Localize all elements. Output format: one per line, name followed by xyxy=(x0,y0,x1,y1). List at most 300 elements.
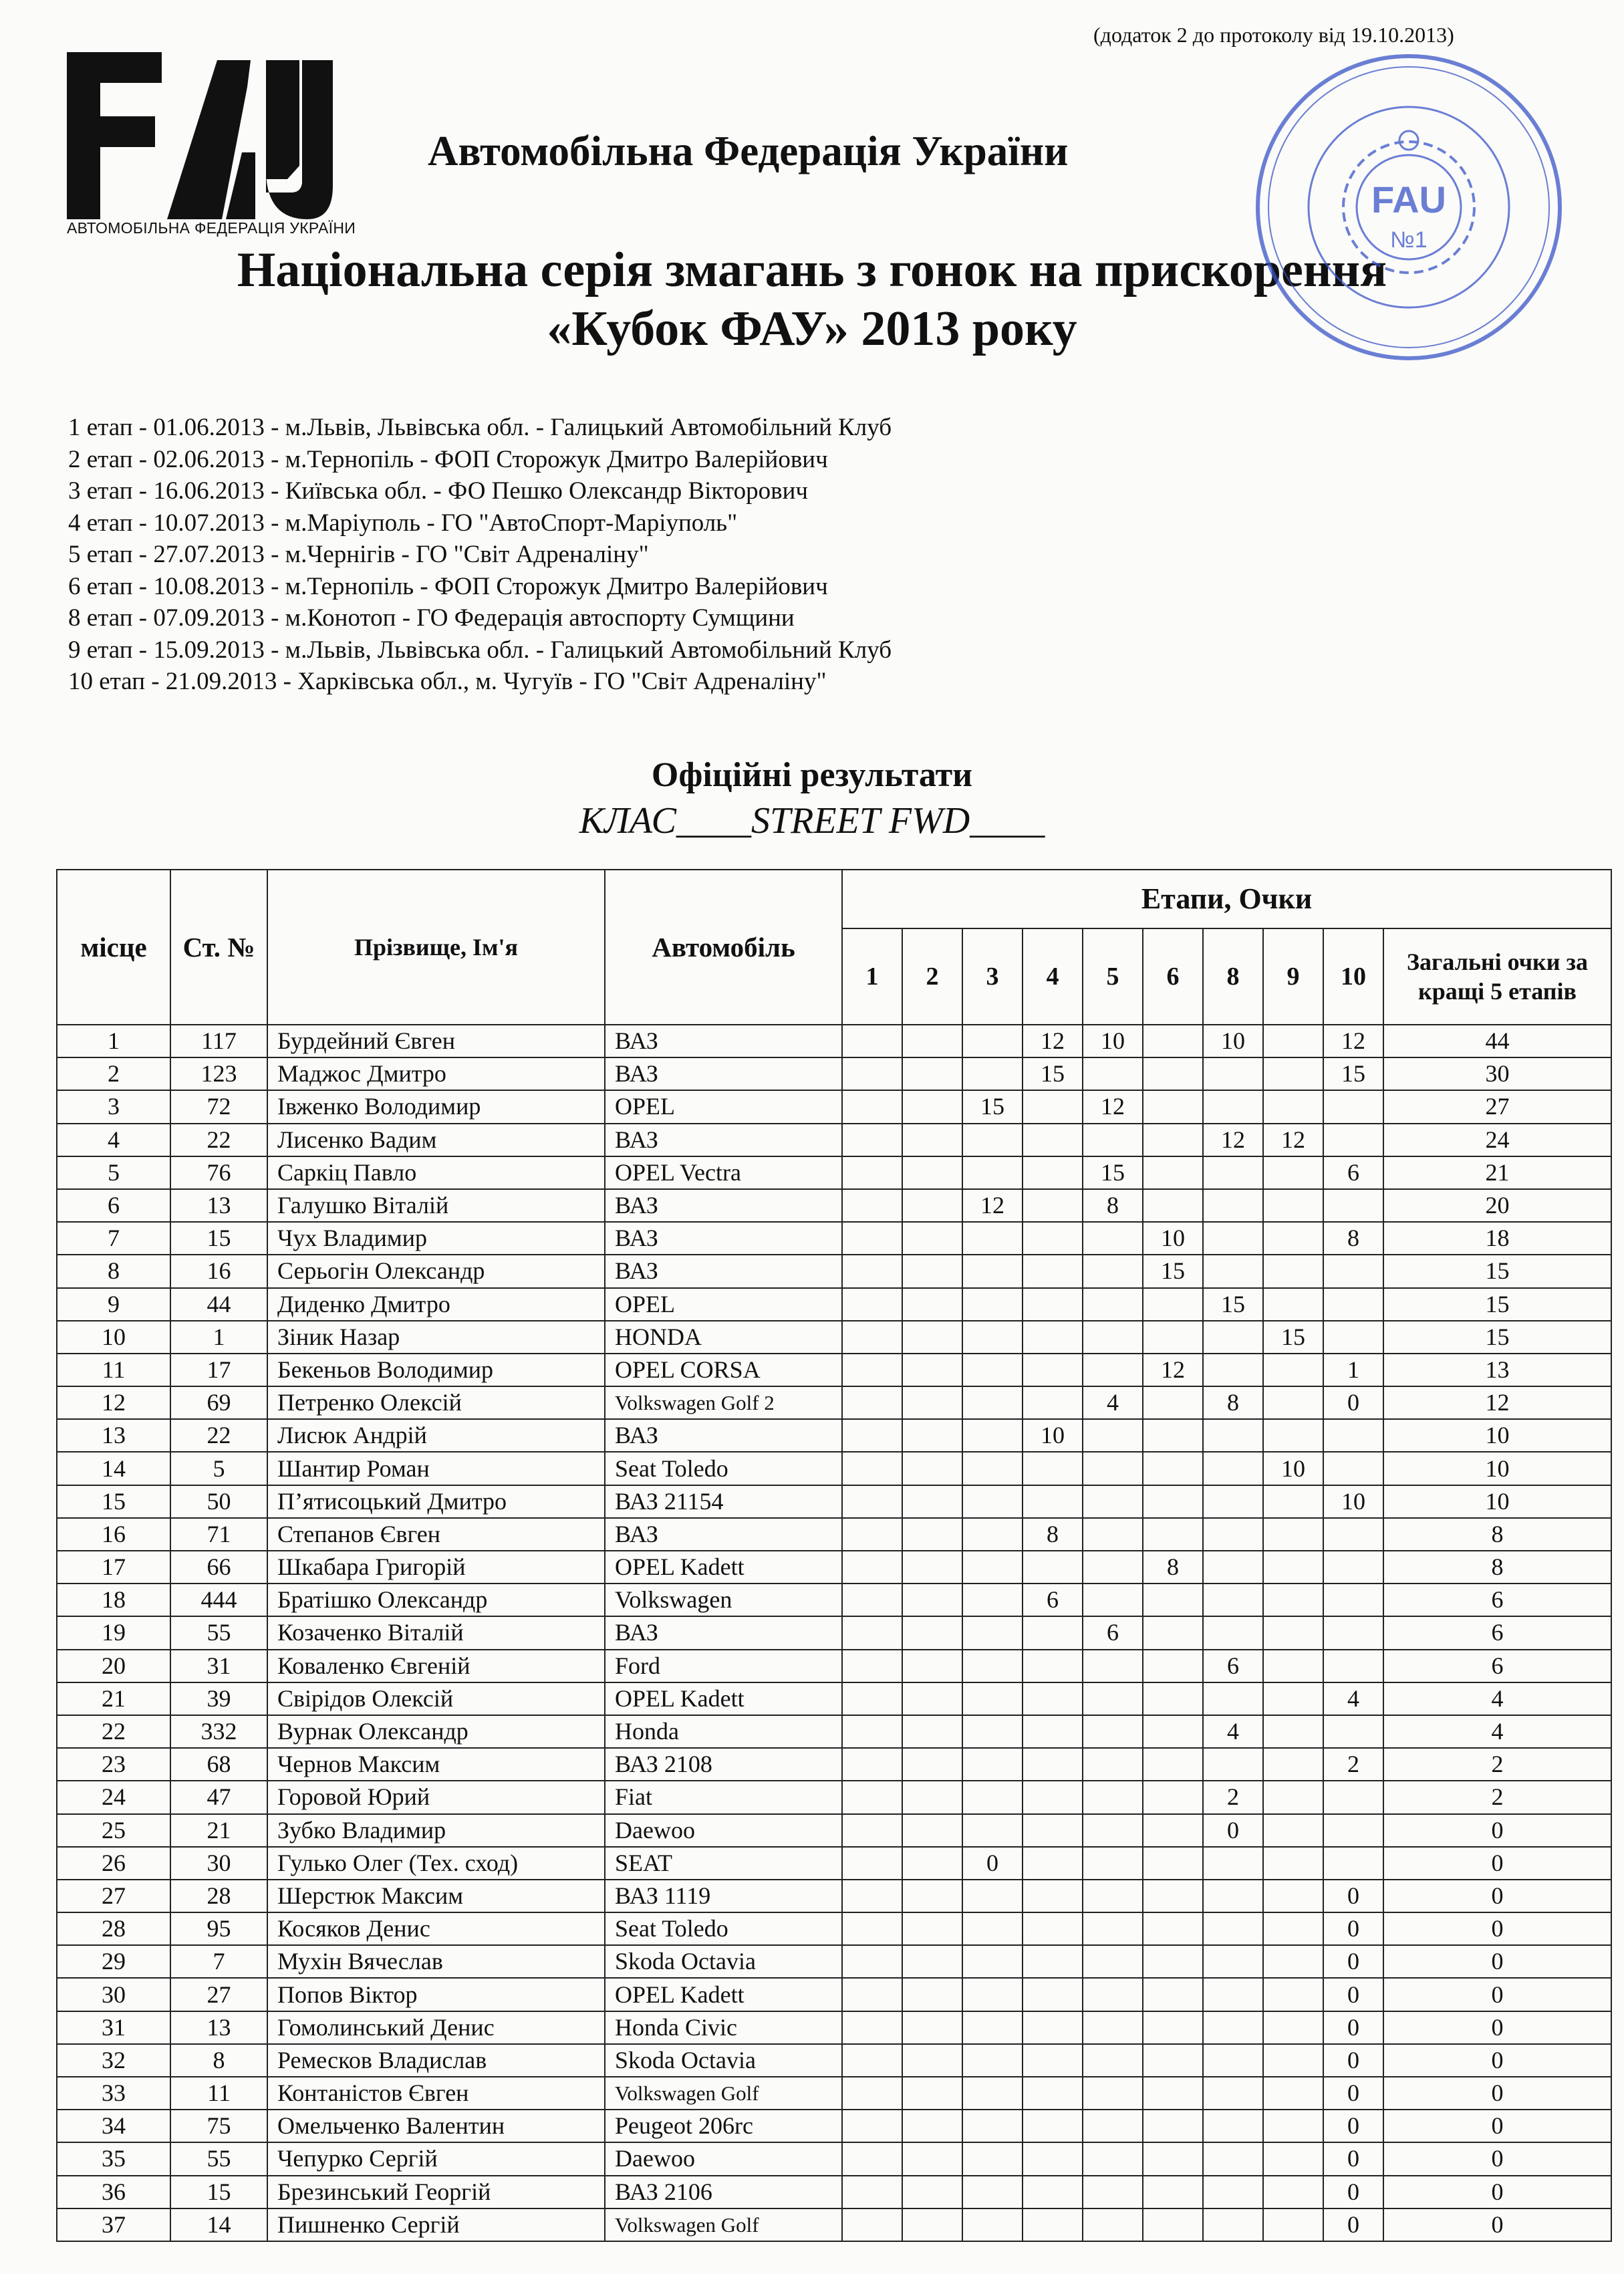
stamp-center-text: FAU xyxy=(1371,178,1446,221)
cell-stage-points xyxy=(1203,1255,1263,1287)
table-row xyxy=(57,1912,1611,1945)
cell-stage-points xyxy=(1143,1912,1203,1945)
cell-car: Volkswagen Golf xyxy=(605,2208,842,2241)
cell-stage-points xyxy=(1203,1452,1263,1485)
table-row xyxy=(57,1650,1611,1682)
cell-stage-points xyxy=(902,1518,962,1551)
cell-car: ВАЗ xyxy=(605,1057,842,1090)
cell-stage-points xyxy=(1143,1321,1203,1354)
cell-stage-points xyxy=(1083,1781,1143,1813)
cell-place: 11 xyxy=(57,1354,170,1386)
cell-stage-points xyxy=(1143,1124,1203,1156)
cell-stage-points: 6 xyxy=(1023,1584,1083,1616)
cell-car: OPEL Vectra xyxy=(605,1156,842,1189)
cell-start-number: 7 xyxy=(170,1945,267,1978)
cell-stage-points xyxy=(1143,1814,1203,1847)
cell-stage-points xyxy=(902,1715,962,1748)
cell-place: 24 xyxy=(57,1781,170,1813)
cell-place: 2 xyxy=(57,1057,170,1090)
cell-car: OPEL Kadett xyxy=(605,1682,842,1715)
cell-stage-points xyxy=(842,1847,902,1880)
col-stage-1: 1 xyxy=(842,928,902,1025)
cell-stage-points xyxy=(1143,2176,1203,2208)
results-table xyxy=(56,869,1612,2242)
cell-stage-points xyxy=(1263,1090,1323,1123)
cell-total: 0 xyxy=(1383,2011,1611,2044)
cell-stage-points xyxy=(962,1452,1023,1485)
cell-start-number: 27 xyxy=(170,1978,267,2011)
cell-stage-points: 15 xyxy=(1323,1057,1383,1090)
cell-stage-points xyxy=(1263,1616,1323,1649)
stage-line: 2 етап - 02.06.2013 - м.Тернопіль - ФОП Сторожук Дмитро Валерійович xyxy=(68,445,828,473)
cell-name: Контаністов Євген xyxy=(267,2077,605,2110)
cell-stage-points xyxy=(842,2077,902,2110)
cell-start-number: 72 xyxy=(170,1090,267,1123)
cell-stage-points xyxy=(1203,1880,1263,1912)
cell-stage-points xyxy=(842,1978,902,2011)
cell-stage-points xyxy=(1263,1518,1323,1551)
federation-stamp xyxy=(1248,47,1569,368)
cell-stage-points xyxy=(1263,1945,1323,1978)
cell-total: 12 xyxy=(1383,1386,1611,1419)
cell-stage-points: 2 xyxy=(1323,1748,1383,1781)
cell-stage-points: 0 xyxy=(1323,2176,1383,2208)
cell-stage-points xyxy=(1203,2011,1263,2044)
cell-place: 31 xyxy=(57,2011,170,2044)
cell-stage-points xyxy=(1083,1518,1143,1551)
cell-stage-points xyxy=(902,1255,962,1287)
cell-stage-points xyxy=(842,2142,902,2175)
cell-total: 8 xyxy=(1383,1551,1611,1584)
cell-total: 0 xyxy=(1383,2142,1611,2175)
table-row xyxy=(57,1386,1611,1419)
cell-place: 34 xyxy=(57,2110,170,2142)
cell-car: Ford xyxy=(605,1650,842,1682)
cell-stage-points xyxy=(1143,1715,1203,1748)
stage-line: 5 етап - 27.07.2013 - м.Чернігів - ГО "Світ Адреналіну" xyxy=(68,541,649,568)
cell-stage-points xyxy=(1023,1847,1083,1880)
cell-stage-points xyxy=(962,1551,1023,1584)
cell-stage-points xyxy=(902,2044,962,2077)
cell-start-number: 13 xyxy=(170,1189,267,1222)
cell-place: 6 xyxy=(57,1189,170,1222)
col-name: Прізвище, Ім'я xyxy=(267,870,605,1025)
cell-stage-points xyxy=(1023,2011,1083,2044)
cell-stage-points xyxy=(1023,1090,1083,1123)
cell-start-number: 55 xyxy=(170,1616,267,1649)
table-row xyxy=(57,2077,1611,2110)
cell-start-number: 55 xyxy=(170,2142,267,2175)
cell-stage-points xyxy=(842,1616,902,1649)
cell-stage-points xyxy=(902,1814,962,1847)
cell-stage-points xyxy=(902,1978,962,2011)
cell-stage-points xyxy=(1083,1452,1143,1485)
cell-car: ВАЗ 2106 xyxy=(605,2176,842,2208)
cell-stage-points xyxy=(1083,2176,1143,2208)
cell-stage-points xyxy=(1203,1222,1263,1255)
cell-stage-points: 6 xyxy=(1203,1650,1263,1682)
cell-stage-points xyxy=(962,2110,1023,2142)
table-row xyxy=(57,1978,1611,2011)
table-row xyxy=(57,1255,1611,1287)
cell-stage-points: 0 xyxy=(1323,2011,1383,2044)
cell-start-number: 123 xyxy=(170,1057,267,1090)
cell-stage-points xyxy=(902,1090,962,1123)
cell-stage-points xyxy=(1203,1354,1263,1386)
cell-place: 10 xyxy=(57,1321,170,1354)
table-row xyxy=(57,1090,1611,1123)
cell-stage-points xyxy=(1023,1386,1083,1419)
stage-line: 10 етап - 21.09.2013 - Харківська обл., м. Чугуїв - ГО "Світ Адреналіну" xyxy=(68,668,827,695)
cell-stage-points xyxy=(842,1682,902,1715)
table-row xyxy=(57,2011,1611,2044)
cell-stage-points xyxy=(962,1814,1023,1847)
cell-stage-points xyxy=(1203,1584,1263,1616)
cell-name: Ремесков Владислав xyxy=(267,2044,605,2077)
table-row xyxy=(57,1156,1611,1189)
cell-stage-points: 0 xyxy=(1323,2208,1383,2241)
cell-total: 30 xyxy=(1383,1057,1611,1090)
cell-stage-points: 12 xyxy=(1083,1090,1143,1123)
cell-stage-points xyxy=(1083,1650,1143,1682)
cell-stage-points xyxy=(1203,1616,1263,1649)
cell-name: Шерстюк Максим xyxy=(267,1880,605,1912)
cell-car: ВАЗ 1119 xyxy=(605,1880,842,1912)
cell-stage-points xyxy=(1203,2208,1263,2241)
cell-start-number: 14 xyxy=(170,2208,267,2241)
cell-stage-points xyxy=(962,1978,1023,2011)
table-row xyxy=(57,1584,1611,1616)
col-stage-3: 3 xyxy=(962,928,1023,1025)
cell-start-number: 332 xyxy=(170,1715,267,1748)
cell-stage-points xyxy=(1263,1978,1323,2011)
cell-stage-points xyxy=(962,1255,1023,1287)
cell-total: 0 xyxy=(1383,1945,1611,1978)
cell-stage-points xyxy=(1203,1485,1263,1518)
cell-total: 10 xyxy=(1383,1419,1611,1452)
cell-total: 15 xyxy=(1383,1321,1611,1354)
cell-stage-points xyxy=(1083,1945,1143,1978)
cell-stage-points xyxy=(1263,2011,1323,2044)
cell-stage-points xyxy=(902,1156,962,1189)
cell-stage-points: 8 xyxy=(1083,1189,1143,1222)
cell-name: Петренко Олексій xyxy=(267,1386,605,1419)
cell-total: 4 xyxy=(1383,1715,1611,1748)
cell-name: Бекеньов Володимир xyxy=(267,1354,605,1386)
cell-stage-points: 4 xyxy=(1323,1682,1383,1715)
cell-stage-points xyxy=(1083,1485,1143,1518)
cell-stage-points xyxy=(962,1025,1023,1057)
cell-total: 20 xyxy=(1383,1189,1611,1222)
cell-total: 6 xyxy=(1383,1616,1611,1649)
cell-stage-points xyxy=(1263,2110,1323,2142)
table-row xyxy=(57,1551,1611,1584)
cell-start-number: 95 xyxy=(170,1912,267,1945)
table-row xyxy=(57,1880,1611,1912)
cell-stage-points xyxy=(1083,2044,1143,2077)
cell-start-number: 13 xyxy=(170,2011,267,2044)
cell-stage-points xyxy=(842,1781,902,1813)
cell-stage-points: 4 xyxy=(1203,1715,1263,1748)
cell-car: OPEL CORSA xyxy=(605,1354,842,1386)
cell-name: Зіник Назар xyxy=(267,1321,605,1354)
cell-stage-points: 12 xyxy=(1203,1124,1263,1156)
cell-stage-points xyxy=(902,1321,962,1354)
cell-stage-points xyxy=(842,2011,902,2044)
cell-stage-points: 12 xyxy=(1263,1124,1323,1156)
cell-stage-points xyxy=(1203,1419,1263,1452)
cell-stage-points xyxy=(1083,1814,1143,1847)
cell-stage-points xyxy=(962,2142,1023,2175)
cell-start-number: 76 xyxy=(170,1156,267,1189)
cell-stage-points xyxy=(1023,1616,1083,1649)
series-title-line-1: Національна серія змагань з гонок на прискорення xyxy=(237,243,1387,297)
cell-stage-points xyxy=(1263,1255,1323,1287)
table-row xyxy=(57,1354,1611,1386)
cell-stage-points xyxy=(962,1616,1023,1649)
col-stages-points: Етапи, Очки xyxy=(842,870,1611,928)
cell-stage-points xyxy=(1323,1452,1383,1485)
col-stage-10: 10 xyxy=(1323,928,1383,1025)
cell-stage-points xyxy=(902,1912,962,1945)
cell-stage-points xyxy=(902,1616,962,1649)
cell-stage-points xyxy=(1143,1057,1203,1090)
cell-car: OPEL Kadett xyxy=(605,1551,842,1584)
stage-line: 6 етап - 10.08.2013 - м.Тернопіль - ФОП Сторожук Дмитро Валерійович xyxy=(68,572,828,600)
cell-stage-points xyxy=(962,2077,1023,2110)
cell-stage-points xyxy=(1323,1847,1383,1880)
table-row xyxy=(57,2208,1611,2241)
cell-stage-points: 0 xyxy=(1323,1945,1383,1978)
cell-stage-points xyxy=(1203,1912,1263,1945)
cell-stage-points xyxy=(842,1650,902,1682)
cell-stage-points xyxy=(1023,1485,1083,1518)
cell-stage-points xyxy=(1263,1189,1323,1222)
cell-start-number: 21 xyxy=(170,1814,267,1847)
cell-name: Гомолинський Денис xyxy=(267,2011,605,2044)
cell-stage-points xyxy=(1203,2044,1263,2077)
cell-stage-points xyxy=(1083,1715,1143,1748)
cell-stage-points xyxy=(902,1847,962,1880)
cell-car: Skoda Octavia xyxy=(605,2044,842,2077)
cell-start-number: 17 xyxy=(170,1354,267,1386)
cell-stage-points: 12 xyxy=(1143,1354,1203,1386)
cell-stage-points xyxy=(1023,2208,1083,2241)
cell-stage-points xyxy=(842,1485,902,1518)
cell-place: 16 xyxy=(57,1518,170,1551)
cell-stage-points xyxy=(1263,1814,1323,1847)
cell-stage-points xyxy=(1083,1057,1143,1090)
table-row xyxy=(57,1124,1611,1156)
cell-start-number: 1 xyxy=(170,1321,267,1354)
table-row xyxy=(57,1781,1611,1813)
cell-stage-points xyxy=(1143,1584,1203,1616)
cell-total: 44 xyxy=(1383,1025,1611,1057)
cell-car: Seat Toledo xyxy=(605,1912,842,1945)
cell-stage-points xyxy=(902,1682,962,1715)
cell-stage-points: 15 xyxy=(1083,1156,1143,1189)
cell-stage-points xyxy=(1263,1880,1323,1912)
cell-car: OPEL Kadett xyxy=(605,1978,842,2011)
cell-stage-points xyxy=(962,1386,1023,1419)
cell-stage-points xyxy=(1323,1090,1383,1123)
cell-stage-points xyxy=(1143,2044,1203,2077)
cell-start-number: 5 xyxy=(170,1452,267,1485)
cell-car: Honda Civic xyxy=(605,2011,842,2044)
table-row xyxy=(57,1847,1611,1880)
cell-stage-points xyxy=(1263,1419,1323,1452)
cell-place: 27 xyxy=(57,1880,170,1912)
cell-stage-points xyxy=(1143,1880,1203,1912)
cell-name: Лисюк Андрій xyxy=(267,1419,605,1452)
cell-stage-points xyxy=(1023,1156,1083,1189)
cell-stage-points: 0 xyxy=(1323,2142,1383,2175)
cell-total: 4 xyxy=(1383,1682,1611,1715)
cell-total: 0 xyxy=(1383,1912,1611,1945)
cell-place: 25 xyxy=(57,1814,170,1847)
cell-name: Горовой Юрий xyxy=(267,1781,605,1813)
cell-stage-points: 0 xyxy=(1323,1880,1383,1912)
cell-stage-points xyxy=(962,2208,1023,2241)
cell-name: Чух Владимир xyxy=(267,1222,605,1255)
cell-stage-points xyxy=(962,1124,1023,1156)
stage-line: 9 етап - 15.09.2013 - м.Львів, Львівська обл. - Галицький Автомобільний Клуб xyxy=(68,636,892,664)
stages-schedule xyxy=(68,412,892,698)
cell-stage-points xyxy=(1023,1912,1083,1945)
table-row xyxy=(57,1748,1611,1781)
cell-start-number: 50 xyxy=(170,1485,267,1518)
cell-stage-points xyxy=(842,1090,902,1123)
cell-stage-points xyxy=(1143,1386,1203,1419)
cell-stage-points xyxy=(962,1912,1023,1945)
cell-name: Мухін Вячеслав xyxy=(267,1945,605,1978)
cell-stage-points: 15 xyxy=(1203,1288,1263,1321)
cell-start-number: 22 xyxy=(170,1124,267,1156)
cell-stage-points xyxy=(1023,1551,1083,1584)
cell-total: 0 xyxy=(1383,2077,1611,2110)
fau-logo xyxy=(67,52,356,239)
cell-car: Peugeot 206rc xyxy=(605,2110,842,2142)
federation-title: Автомобільна Федерація України xyxy=(428,128,1069,174)
cell-stage-points xyxy=(1023,1650,1083,1682)
cell-stage-points xyxy=(1023,2142,1083,2175)
cell-total: 18 xyxy=(1383,1222,1611,1255)
cell-stage-points xyxy=(1263,1584,1323,1616)
cell-name: Пишненко Сергій xyxy=(267,2208,605,2241)
col-place: місце xyxy=(57,870,170,1025)
stamp-seal-icon xyxy=(1248,47,1569,368)
cell-stage-points: 2 xyxy=(1203,1781,1263,1813)
cell-stage-points xyxy=(1263,2077,1323,2110)
cell-stage-points xyxy=(1023,1222,1083,1255)
cell-stage-points xyxy=(1323,1814,1383,1847)
cell-stage-points xyxy=(1023,1354,1083,1386)
cell-place: 36 xyxy=(57,2176,170,2208)
cell-stage-points xyxy=(902,1452,962,1485)
cell-stage-points xyxy=(1143,1485,1203,1518)
cell-stage-points xyxy=(1323,1189,1383,1222)
cell-total: 0 xyxy=(1383,2176,1611,2208)
cell-car: ВАЗ xyxy=(605,1222,842,1255)
cell-stage-points xyxy=(842,1945,902,1978)
table-row xyxy=(57,1222,1611,1255)
cell-stage-points xyxy=(842,2208,902,2241)
cell-stage-points xyxy=(1023,1255,1083,1287)
table-row xyxy=(57,1715,1611,1748)
cell-stage-points: 12 xyxy=(962,1189,1023,1222)
cell-stage-points: 0 xyxy=(1203,1814,1263,1847)
cell-place: 19 xyxy=(57,1616,170,1649)
cell-car: Seat Toledo xyxy=(605,1452,842,1485)
cell-start-number: 47 xyxy=(170,1781,267,1813)
cell-stage-points xyxy=(842,1057,902,1090)
cell-name: Коваленко Євгеній xyxy=(267,1650,605,1682)
cell-stage-points xyxy=(962,1682,1023,1715)
cell-stage-points xyxy=(1023,1748,1083,1781)
cell-stage-points xyxy=(1023,1945,1083,1978)
cell-name: Омельченко Валентин xyxy=(267,2110,605,2142)
cell-stage-points: 6 xyxy=(1083,1616,1143,1649)
cell-car: SEAT xyxy=(605,1847,842,1880)
cell-total: 0 xyxy=(1383,1880,1611,1912)
cell-place: 9 xyxy=(57,1288,170,1321)
stage-line: 1 етап - 01.06.2013 - м.Львів, Львівська обл. - Галицький Автомобільний Клуб xyxy=(68,414,892,441)
cell-stage-points xyxy=(1143,1189,1203,1222)
cell-stage-points xyxy=(1023,1288,1083,1321)
cell-stage-points xyxy=(1083,1255,1143,1287)
cell-stage-points xyxy=(1143,1682,1203,1715)
cell-stage-points xyxy=(1263,1912,1323,1945)
cell-total: 21 xyxy=(1383,1156,1611,1189)
cell-stage-points xyxy=(962,1354,1023,1386)
cell-place: 30 xyxy=(57,1978,170,2011)
cell-total: 0 xyxy=(1383,2208,1611,2241)
cell-car: Volkswagen Golf 2 xyxy=(605,1386,842,1419)
cell-stage-points xyxy=(1083,1124,1143,1156)
cell-start-number: 117 xyxy=(170,1025,267,1057)
cell-stage-points xyxy=(1263,1847,1323,1880)
cell-stage-points xyxy=(1023,1321,1083,1354)
cell-start-number: 31 xyxy=(170,1650,267,1682)
table-row xyxy=(57,1682,1611,1715)
cell-stage-points xyxy=(1203,1090,1263,1123)
cell-stage-points: 0 xyxy=(1323,1912,1383,1945)
cell-stage-points xyxy=(1203,2176,1263,2208)
cell-stage-points xyxy=(842,1288,902,1321)
cell-stage-points xyxy=(1263,2044,1323,2077)
cell-name: Бурдейний Євген xyxy=(267,1025,605,1057)
cell-stage-points xyxy=(1143,1156,1203,1189)
cell-stage-points xyxy=(842,1124,902,1156)
cell-stage-points xyxy=(962,1650,1023,1682)
cell-stage-points xyxy=(842,1452,902,1485)
cell-stage-points xyxy=(962,1584,1023,1616)
cell-stage-points xyxy=(1323,1518,1383,1551)
cell-stage-points xyxy=(1323,1124,1383,1156)
cell-stage-points xyxy=(842,1715,902,1748)
cell-stage-points xyxy=(1083,1880,1143,1912)
cell-stage-points xyxy=(1143,2077,1203,2110)
cell-stage-points xyxy=(842,1386,902,1419)
cell-stage-points xyxy=(1023,2077,1083,2110)
cell-stage-points xyxy=(962,1156,1023,1189)
cell-total: 0 xyxy=(1383,1978,1611,2011)
cell-car: ВАЗ 2108 xyxy=(605,1748,842,1781)
cell-stage-points xyxy=(1083,2077,1143,2110)
cell-stage-points xyxy=(902,2208,962,2241)
cell-stage-points xyxy=(902,2110,962,2142)
cell-stage-points xyxy=(842,1321,902,1354)
